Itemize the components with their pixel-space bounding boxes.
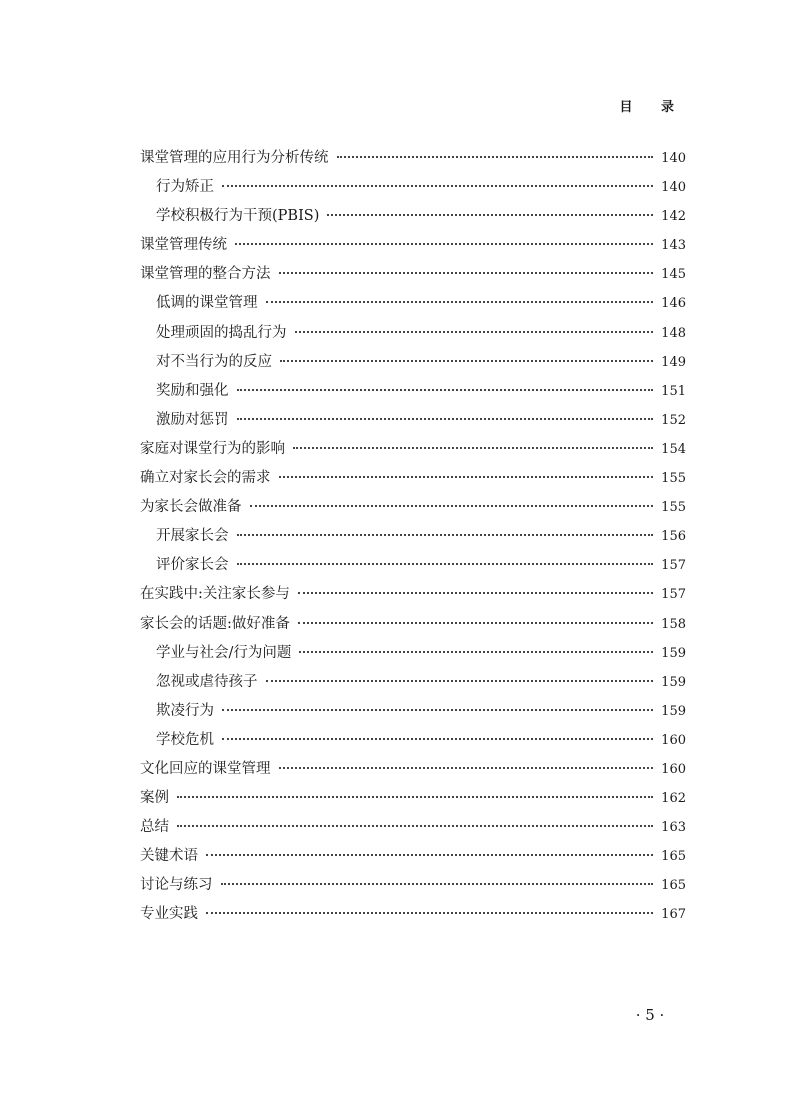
- toc-entry-page: 155: [661, 471, 686, 487]
- toc-entry[interactable]: [140, 813, 686, 842]
- toc-entry[interactable]: [140, 900, 686, 929]
- toc-entry-page: 146: [661, 296, 686, 312]
- toc-entry-title: 课堂管理的应用行为分析传统: [140, 150, 329, 166]
- dot-leader: [280, 360, 653, 362]
- toc-entry[interactable]: [140, 464, 686, 493]
- toc-entry[interactable]: [140, 551, 686, 580]
- toc-entry[interactable]: [140, 289, 686, 318]
- dot-leader: [298, 592, 653, 594]
- toc-entry[interactable]: [140, 348, 686, 377]
- toc-entry-page: 158: [661, 616, 686, 632]
- toc-entry-page: 148: [661, 325, 686, 341]
- toc-entry[interactable]: [140, 435, 686, 464]
- page-number: · 5 ·: [635, 1006, 665, 1024]
- dot-leader: [266, 680, 654, 682]
- toc-entry-title: 欺凌行为: [156, 702, 214, 719]
- toc-entry-page: 160: [661, 732, 686, 748]
- dot-leader: [237, 389, 654, 391]
- dot-leader: [293, 447, 653, 449]
- dot-leader: [299, 651, 653, 653]
- dot-leader: [266, 301, 654, 303]
- dot-leader: [237, 534, 654, 536]
- toc-entry-page: 167: [661, 907, 686, 923]
- toc-entry[interactable]: [140, 755, 686, 784]
- toc-entry-page: 157: [661, 558, 686, 574]
- toc-entry-title: 激励对惩罚: [156, 411, 229, 428]
- toc-entry[interactable]: [140, 842, 686, 871]
- running-header: 目 录: [619, 100, 686, 115]
- dot-leader: [298, 622, 653, 624]
- toc-entry-page: 142: [661, 209, 686, 225]
- toc-entry[interactable]: [140, 610, 686, 639]
- toc-entry-title: 奖励和强化: [156, 382, 229, 399]
- toc-entry-page: 159: [661, 703, 686, 719]
- toc-entry-title: 忽视或虐待孩子: [156, 673, 258, 690]
- toc-entry-title: 处理顽固的捣乱行为: [156, 324, 287, 341]
- toc-entry[interactable]: [140, 639, 686, 668]
- toc-entry-page: 163: [661, 820, 686, 836]
- toc-entry[interactable]: [140, 319, 686, 348]
- dot-leader: [222, 709, 653, 711]
- toc-entry[interactable]: [140, 871, 686, 900]
- toc-entry-page: 157: [661, 587, 686, 603]
- toc-entry-title: 关键术语: [140, 848, 198, 865]
- toc-entry[interactable]: [140, 580, 686, 609]
- dot-leader: [206, 912, 653, 914]
- toc-entry-page: 152: [661, 412, 686, 428]
- dot-leader: [237, 563, 654, 565]
- toc-entry-title: 对不当行为的反应: [156, 353, 272, 370]
- toc-entry[interactable]: [140, 668, 686, 697]
- dot-leader: [222, 185, 653, 187]
- dot-leader: [222, 738, 653, 740]
- toc-entry-page: 151: [661, 383, 686, 399]
- toc-entry-page: 156: [661, 529, 686, 545]
- toc-entry-page: 143: [661, 238, 686, 254]
- toc-entry-title: 在实践中:关注家长参与: [140, 586, 290, 603]
- toc-entry-title: 课堂管理的整合方法: [140, 266, 271, 283]
- toc-entry-title: 学业与社会/行为问题: [156, 644, 292, 661]
- dot-leader: [235, 243, 653, 245]
- toc-entry[interactable]: [140, 697, 686, 726]
- toc-entry[interactable]: [140, 784, 686, 813]
- toc-entry-title: 专业实践: [140, 906, 198, 923]
- dot-leader: [337, 156, 654, 158]
- toc-entry[interactable]: [140, 522, 686, 551]
- dot-leader: [295, 331, 654, 333]
- toc-entry[interactable]: [140, 726, 686, 755]
- dot-leader: [279, 767, 654, 769]
- toc-entry-page: 165: [661, 878, 686, 894]
- toc-entry-page: 155: [661, 500, 686, 516]
- toc-entry-title: 开展家长会: [156, 528, 229, 545]
- toc-entry-title: 讨论与练习: [140, 877, 213, 894]
- dot-leader: [279, 476, 654, 478]
- toc-entry-title: 家长会的话题:做好准备: [140, 615, 290, 632]
- dot-leader: [206, 854, 653, 856]
- toc-entry-title: 学校危机: [156, 731, 214, 748]
- toc-entry-title: 为家长会做准备: [140, 499, 242, 516]
- toc-entry-title: 行为矫正: [156, 179, 214, 196]
- toc-entry-title: 案例: [140, 790, 169, 807]
- toc-entry-page: 145: [661, 267, 686, 283]
- toc-entry[interactable]: [140, 144, 686, 173]
- dot-leader: [250, 505, 654, 507]
- toc-entry[interactable]: [140, 231, 686, 260]
- dot-leader: [177, 825, 653, 827]
- toc-entry[interactable]: [140, 493, 686, 522]
- toc-entry-page: 140: [661, 180, 686, 196]
- dot-leader: [237, 418, 654, 420]
- dot-leader: [221, 883, 654, 885]
- toc-entry-page: 159: [661, 674, 686, 690]
- dot-leader: [177, 796, 653, 798]
- dot-leader: [327, 214, 653, 216]
- toc-entry-page: 160: [661, 761, 686, 777]
- toc-entry-page: 165: [661, 849, 686, 865]
- toc-entry-page: 159: [661, 645, 686, 661]
- toc-entry-page: 140: [661, 151, 686, 166]
- toc-entry-title: 总结: [140, 819, 169, 836]
- toc-entry-title: 文化回应的课堂管理: [140, 760, 271, 777]
- toc-entry-title: 家庭对课堂行为的影响: [140, 440, 285, 457]
- toc-entry[interactable]: [140, 377, 686, 406]
- toc-entry-title: 确立对家长会的需求: [140, 470, 271, 487]
- toc-entry[interactable]: [140, 406, 686, 435]
- toc-entry[interactable]: [140, 260, 686, 289]
- dot-leader: [279, 272, 654, 274]
- toc-entry-title: 评价家长会: [156, 557, 229, 574]
- toc-entry-title: 低调的课堂管理: [156, 295, 258, 312]
- toc-entry-page: 162: [661, 791, 686, 807]
- toc-entry-page: 149: [661, 354, 686, 370]
- toc-entry-page: 154: [661, 441, 686, 457]
- toc-entry[interactable]: [140, 202, 686, 231]
- toc-entry[interactable]: [140, 173, 686, 202]
- table-of-contents: [140, 144, 686, 930]
- toc-entry-title: 课堂管理传统: [140, 237, 227, 254]
- toc-entry-title: 学校积极行为干预(PBIS): [156, 208, 320, 225]
